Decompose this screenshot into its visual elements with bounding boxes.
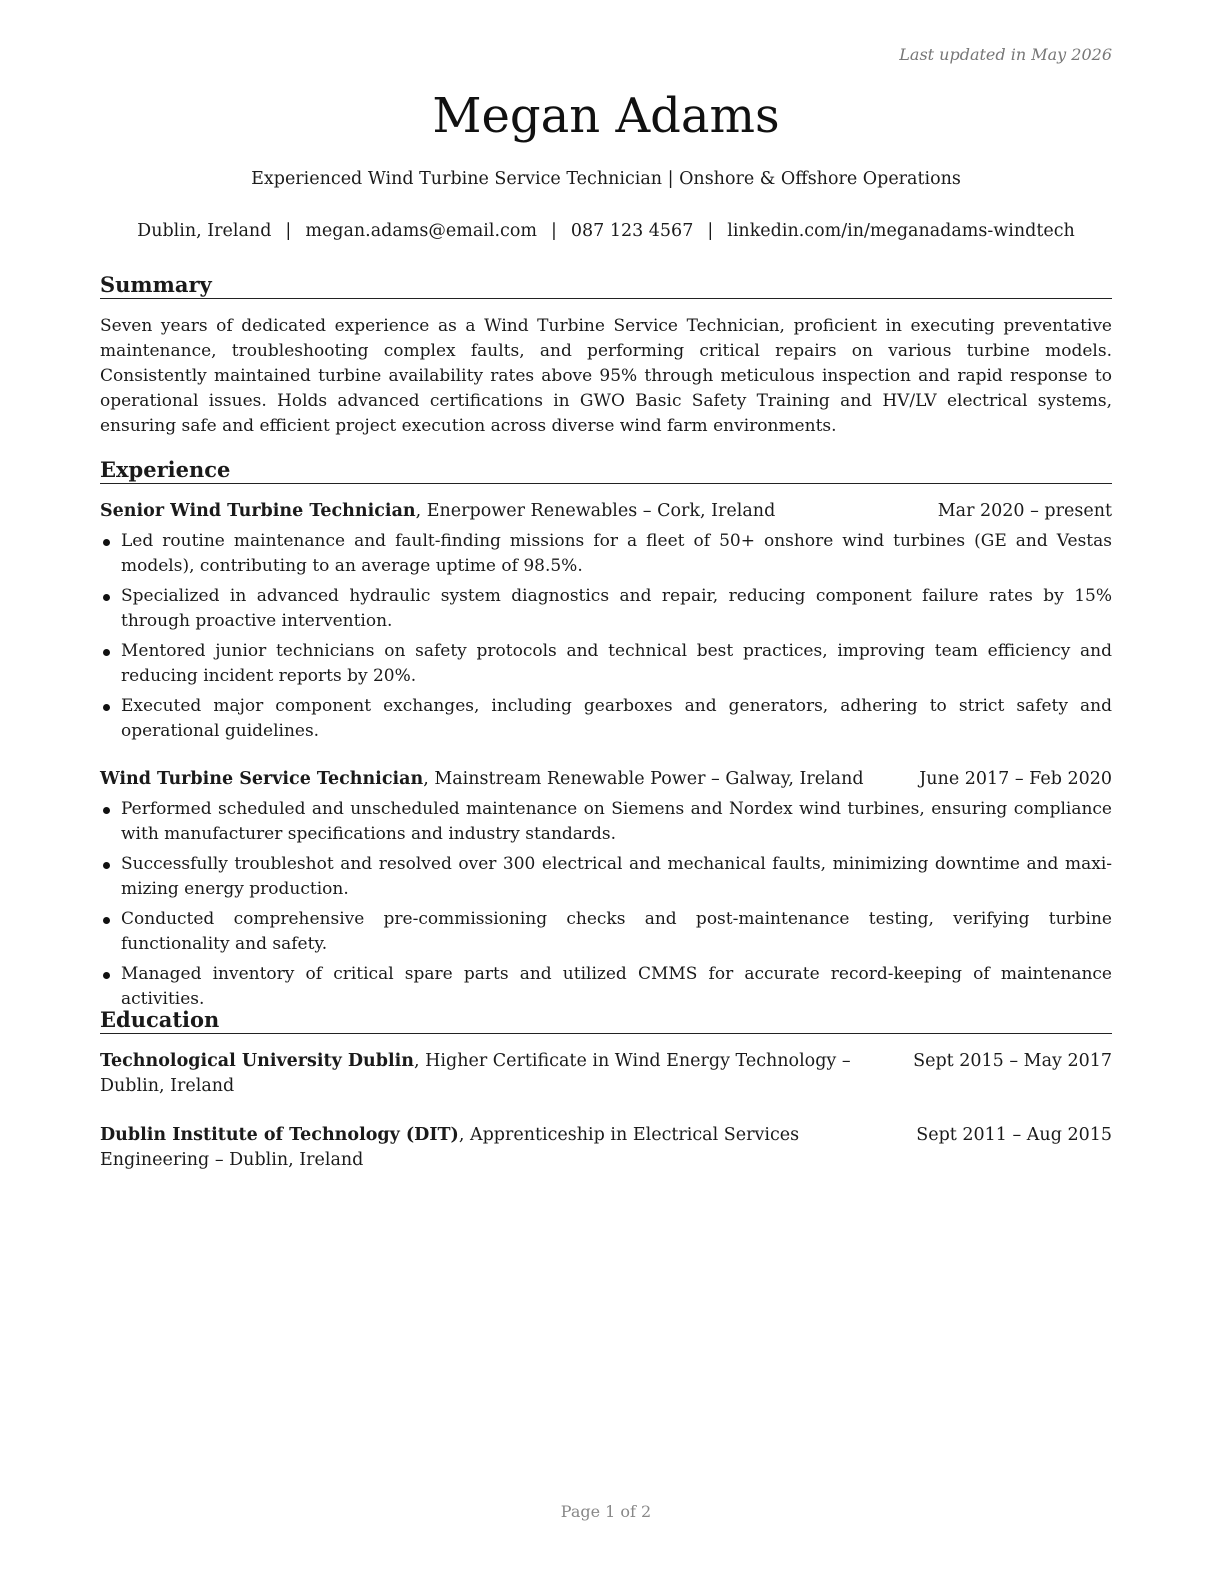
page-number: Page 1 of 2 — [560, 1502, 652, 1521]
experience-entry — [100, 767, 1112, 1017]
bullet-dot-icon — [103, 594, 110, 601]
resume-page — [100, 0, 1112, 1584]
bullet-dot-icon — [103, 539, 110, 546]
job-bullet-list — [100, 529, 1112, 744]
education-entry — [100, 1049, 1112, 1099]
candidate-name: Megan Adams — [432, 88, 780, 144]
education-institution: Technological University Dublin — [100, 1051, 415, 1071]
job-bullet-text: Successfully troubleshot and resolved over 300 electrical and mechanical faults, minimizing downtime and maxi-mizing energy production. — [121, 854, 1112, 899]
job-dates: Mar 2020 – present — [937, 501, 1112, 521]
job-bullet-text: Conducted comprehensive pre-commissioning checks and post-maintenance testing, verifying turbine functionality and safety. — [121, 909, 1112, 954]
summary-text: Seven years of dedicated experience as a Wind Turbine Service Technician, proficient in executing preventative maintenance, troubleshooting complex faults, and performing critical repairs on various turbine models. Consistently maintained turbine availability rates above 95% through meticulous inspection and rapid response to operational issues. Holds advanced certifications in GWO Basic Safety Training and HV/LV electrical systems, ensuring safe and efficient project execution across diverse wind farm environments. — [100, 316, 1112, 436]
job-dates: June 2017 – Feb 2020 — [919, 769, 1112, 789]
summary-heading: Summary — [100, 272, 1112, 299]
bullet-dot-icon — [103, 704, 110, 711]
job-bullet-text: Managed inventory of critical spare parts and utilized CMMS for accurate record-keeping of maintenance activities. — [121, 964, 1112, 1009]
candidate-tagline: Experienced Wind Turbine Service Technician | Onshore & Offshore Operations — [251, 169, 961, 189]
experience-entry — [100, 499, 1112, 749]
job-bullet — [100, 797, 1112, 847]
education-entry-header — [100, 1049, 1112, 1099]
job-bullet-text: Performed scheduled and unscheduled maintenance on Siemens and Nordex wind turbines, ensuring compliance with manufacturer specifications and industry standards. — [121, 799, 1112, 844]
contact-line — [100, 219, 1112, 243]
bullet-dot-icon — [103, 972, 110, 979]
education-detail: , Higher Certificate in Wind Energy Technology – Dublin, Ireland — [100, 1051, 851, 1096]
job-bullet — [100, 694, 1112, 744]
job-bullet-text: Specialized in advanced hydraulic system diagnostics and repair, reducing component failure rates by 15% through proactive intervention. — [121, 586, 1112, 631]
job-company: , Mainstream Renewable Power – Galway, Ireland — [423, 769, 864, 789]
job-bullet — [100, 639, 1112, 689]
education-institution: Dublin Institute of Technology (DIT) — [100, 1125, 459, 1145]
job-company: , Enerpower Renewables – Cork, Ireland — [415, 501, 776, 521]
education-entry-header — [100, 1123, 1112, 1173]
contact-separator: | — [285, 221, 292, 241]
contact-separator: | — [707, 221, 714, 241]
education-dates: Sept 2011 – Aug 2015 — [916, 1125, 1112, 1145]
bullet-dot-icon — [103, 862, 110, 869]
job-bullet-list — [100, 797, 1112, 1012]
contact-phone[interactable]: 087 123 4567 — [570, 221, 694, 241]
experience-entry-header — [100, 767, 1112, 792]
bullet-dot-icon — [103, 807, 110, 814]
job-bullet-text: Executed major component exchanges, including gearboxes and generators, adhering to strict safety and operational guidelines. — [121, 696, 1112, 741]
education-heading: Education — [100, 1007, 1112, 1034]
job-bullet — [100, 529, 1112, 579]
job-bullet — [100, 852, 1112, 902]
education-detail: , Apprenticeship in Electrical Services Engineering – Dublin, Ireland — [100, 1125, 800, 1170]
last-updated-note: Last updated in May 2026 — [899, 45, 1112, 64]
bullet-dot-icon — [103, 649, 110, 656]
experience-entry-header — [100, 499, 1112, 524]
contact-email[interactable]: megan.adams@email.com — [305, 221, 537, 241]
education-dates: Sept 2015 – May 2017 — [913, 1051, 1112, 1071]
job-bullet-text: Led routine maintenance and fault-finding missions for a fleet of 50+ onshore wind turbines (GE and Vestas models), contributing to an average uptime of 98.5%. — [121, 531, 1112, 576]
job-role: Wind Turbine Service Technician — [100, 769, 424, 789]
experience-heading: Experience — [100, 457, 1112, 484]
contact-linkedin[interactable]: linkedin.com/in/meganadams-windtech — [727, 221, 1075, 241]
job-bullet-text: Mentored junior technicians on safety protocols and technical best practices, improving team efficiency and reducing incident reports by 20%. — [121, 641, 1112, 686]
contact-location: Dublin, Ireland — [137, 221, 272, 241]
job-bullet — [100, 907, 1112, 957]
job-role: Senior Wind Turbine Technician — [100, 501, 416, 521]
bullet-dot-icon — [103, 917, 110, 924]
education-entry — [100, 1123, 1112, 1173]
contact-separator: | — [550, 221, 557, 241]
job-bullet — [100, 962, 1112, 1012]
job-bullet — [100, 584, 1112, 634]
